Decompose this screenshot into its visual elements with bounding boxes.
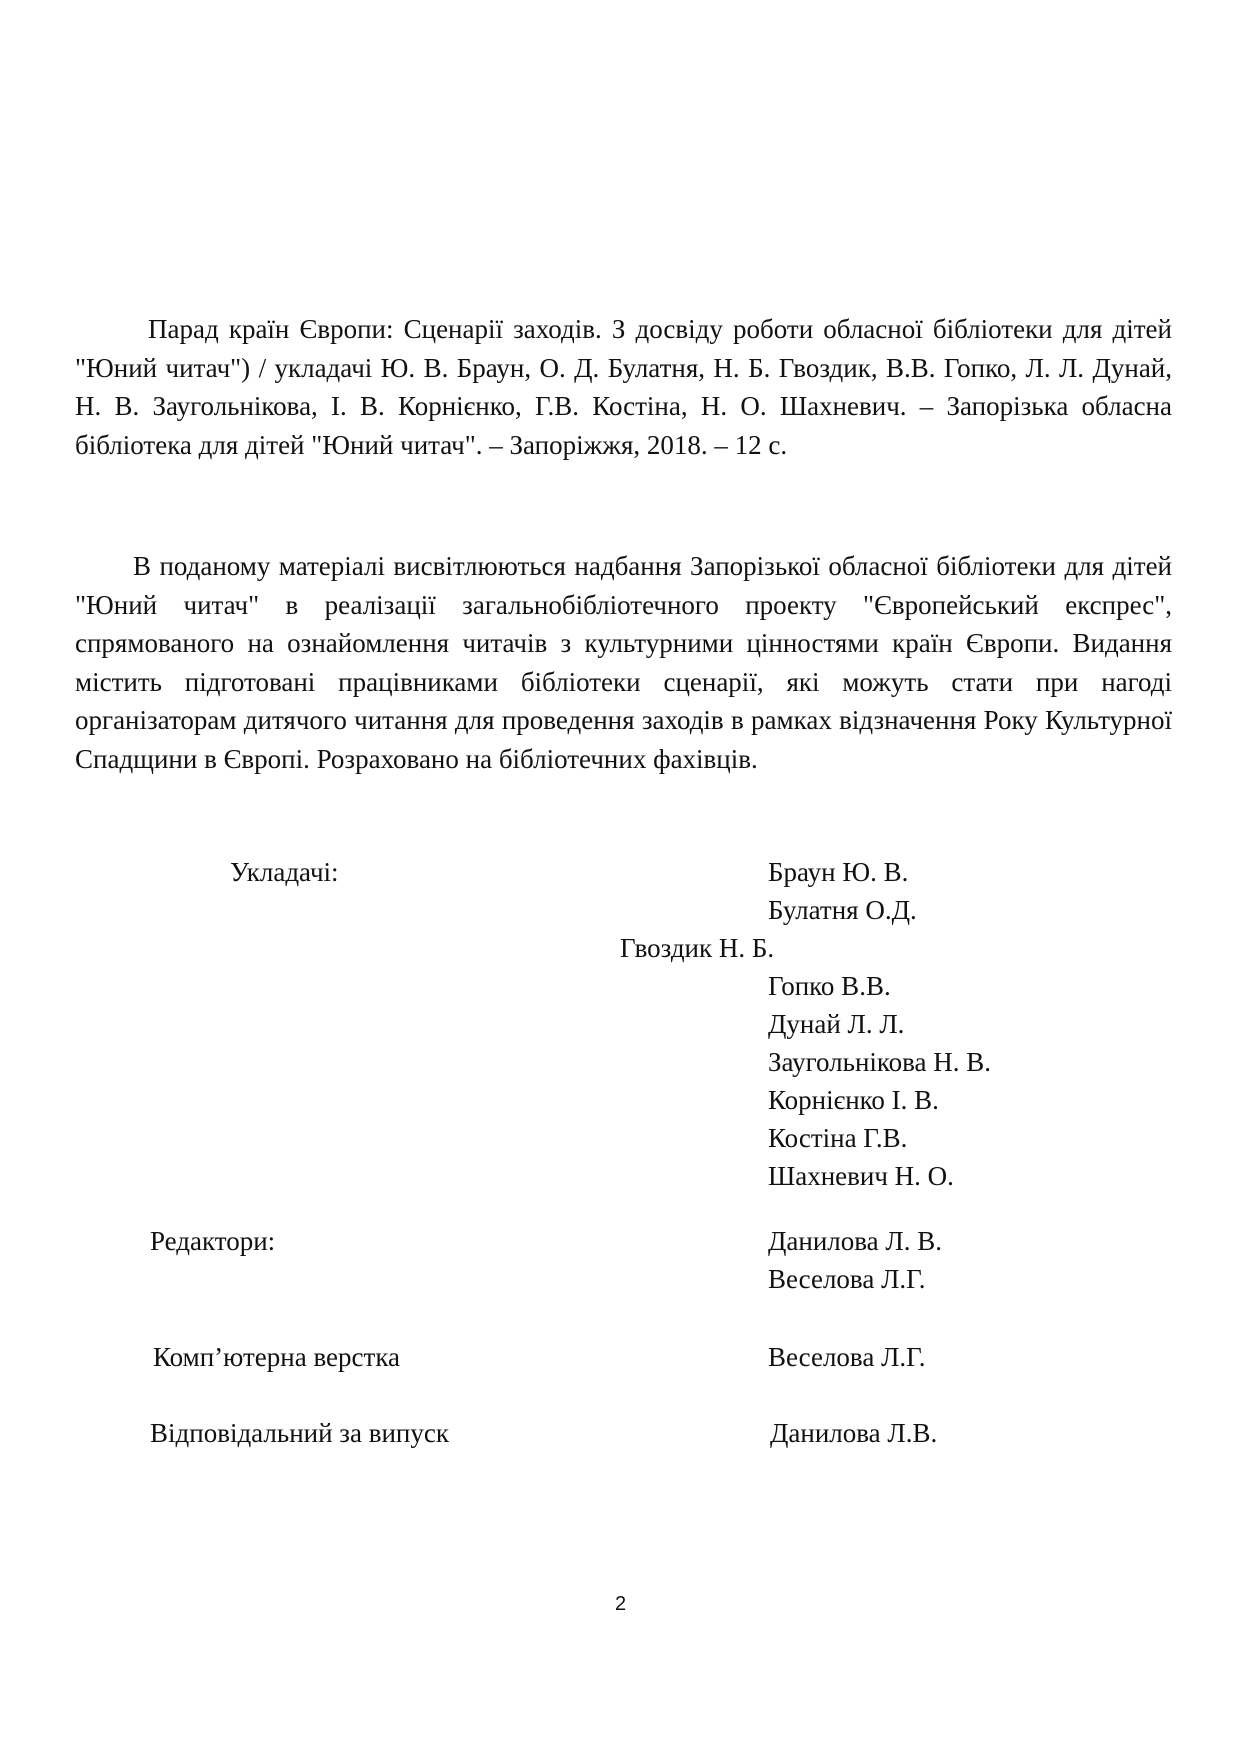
compilers-label: Укладачі: [230,857,339,887]
layout-name: Веселова Л.Г. [768,1342,926,1372]
layout-label: Комп’ютерна верстка [153,1342,401,1372]
page-number: 2 [614,1593,627,1615]
compiler-name: Гвоздик Н. Б. [620,933,775,963]
compiler-name: Булатня О.Д. [768,895,917,925]
compiler-name: Костіна Г.В. [768,1123,908,1153]
compiler-name: Шахневич Н. О. [768,1161,954,1191]
compiler-name: Дунай Л. Л. [768,1009,905,1039]
description-paragraph: В поданому матеріалі висвітлюються надбання Запорізької обласної бібліотеки для дітей "Юний читач" в реалізації загальнобібліотечного проекту "Європейський експрес", спрямованого на ознайомлення читачів з культурними цінностями країн Європи. Видання містить підготовані працівниками бібліотеки сценарії, які можуть стати при нагоді організаторам дитячого читання для проведення заходів в рамках відзначення Року Культурної Спадщини в Європі. Розраховано на бібліотечних фахівців. [75,551,1172,774]
bibliographic-annotation: Парад країн Європи: Сценарії заходів. З досвіду роботи обласної бібліотеки для дітей "Юний читач") / укладачі Ю. В. Браун, О. Д. Булатня, Н. Б. Гвоздик, В.В. Гопко, Л. Л. Дунай, Н. В. Заугольнікова, І. В. Корнієнко, Г.В. Костіна, Н. О. Шахневич. – Запорізька обласна бібліотека для дітей "Юний читач". – Запоріжжя, 2018. – 12 с. [75,314,1172,460]
editor-name: Веселова Л.Г. [768,1264,926,1294]
compiler-name: Гопко В.В. [768,971,891,1001]
editor-name: Данилова Л. В. [768,1226,942,1256]
editors-label: Редактори: [150,1226,276,1256]
responsible-label: Відповідальний за випуск [150,1418,449,1448]
responsible-name: Данилова Л.В. [770,1418,938,1448]
compiler-name: Браун Ю. В. [768,857,909,887]
compiler-name: Корнієнко І. В. [768,1085,939,1115]
compiler-name: Заугольнікова Н. В. [768,1047,992,1077]
